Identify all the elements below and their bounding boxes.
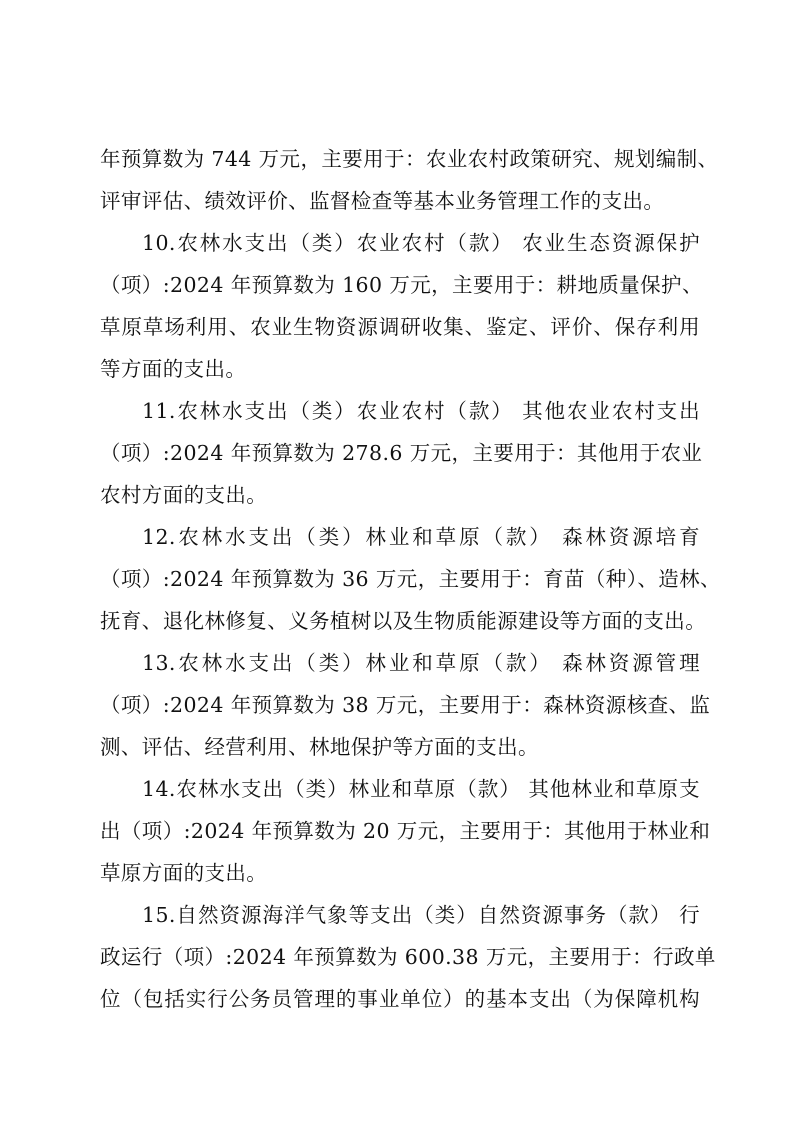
text-line: 评审评估、绩效评价、监督检查等基本业务管理工作的支出。	[100, 189, 665, 213]
text-line: 草原草场利用、农业生物资源调研收集、鉴定、评价、保存利用	[100, 315, 700, 339]
text-line: 位（包括实行公务员管理的事业单位）的基本支出（为保障机构	[100, 987, 700, 1011]
section-heading-10: 10.农林水支出（类）农业农村（款） 农业生态资源保护	[142, 231, 700, 255]
text-line: （项）:2024 年预算数为 38 万元，主要用于：森林资源核查、监	[100, 693, 711, 717]
text-line: （项）:2024 年预算数为 278.6 万元，主要用于：其他用于农业	[100, 441, 703, 465]
text-line: 测、评估、经营利用、林地保护等方面的支出。	[100, 735, 539, 759]
section-heading-11: 11.农林水支出（类）农业农村（款） 其他农业农村支出	[142, 399, 700, 423]
text-line: 年预算数为 744 万元，主要用于：农业农村政策研究、规划编制、	[100, 147, 719, 171]
text-line: 抚育、退化林修复、义务植树以及生物质能源建设等方面的支出。	[100, 609, 707, 633]
section-heading-15: 15.自然资源海洋气象等支出（类）自然资源事务（款） 行	[142, 903, 700, 927]
text-line: 草原方面的支出。	[100, 861, 268, 885]
section-heading-14: 14.农林水支出（类）林业和草原（款） 其他林业和草原支	[142, 777, 700, 801]
text-line: （项）:2024 年预算数为 36 万元，主要用于：育苗（种）、造林、	[100, 567, 721, 591]
text-line: 农村方面的支出。	[100, 483, 268, 507]
section-heading-13: 13.农林水支出（类）林业和草原（款） 森林资源管理	[142, 651, 700, 675]
text-line: 等方面的支出。	[100, 357, 247, 381]
text-line: （项）:2024 年预算数为 160 万元，主要用于：耕地质量保护、	[100, 273, 703, 297]
text-line: 出（项）:2024 年预算数为 20 万元，主要用于：其他用于林业和	[100, 819, 711, 843]
text-line: 政运行（项）:2024 年预算数为 600.38 万元，主要用于：行政单	[100, 945, 716, 969]
section-heading-12: 12.农林水支出（类）林业和草原（款） 森林资源培育	[142, 525, 700, 549]
